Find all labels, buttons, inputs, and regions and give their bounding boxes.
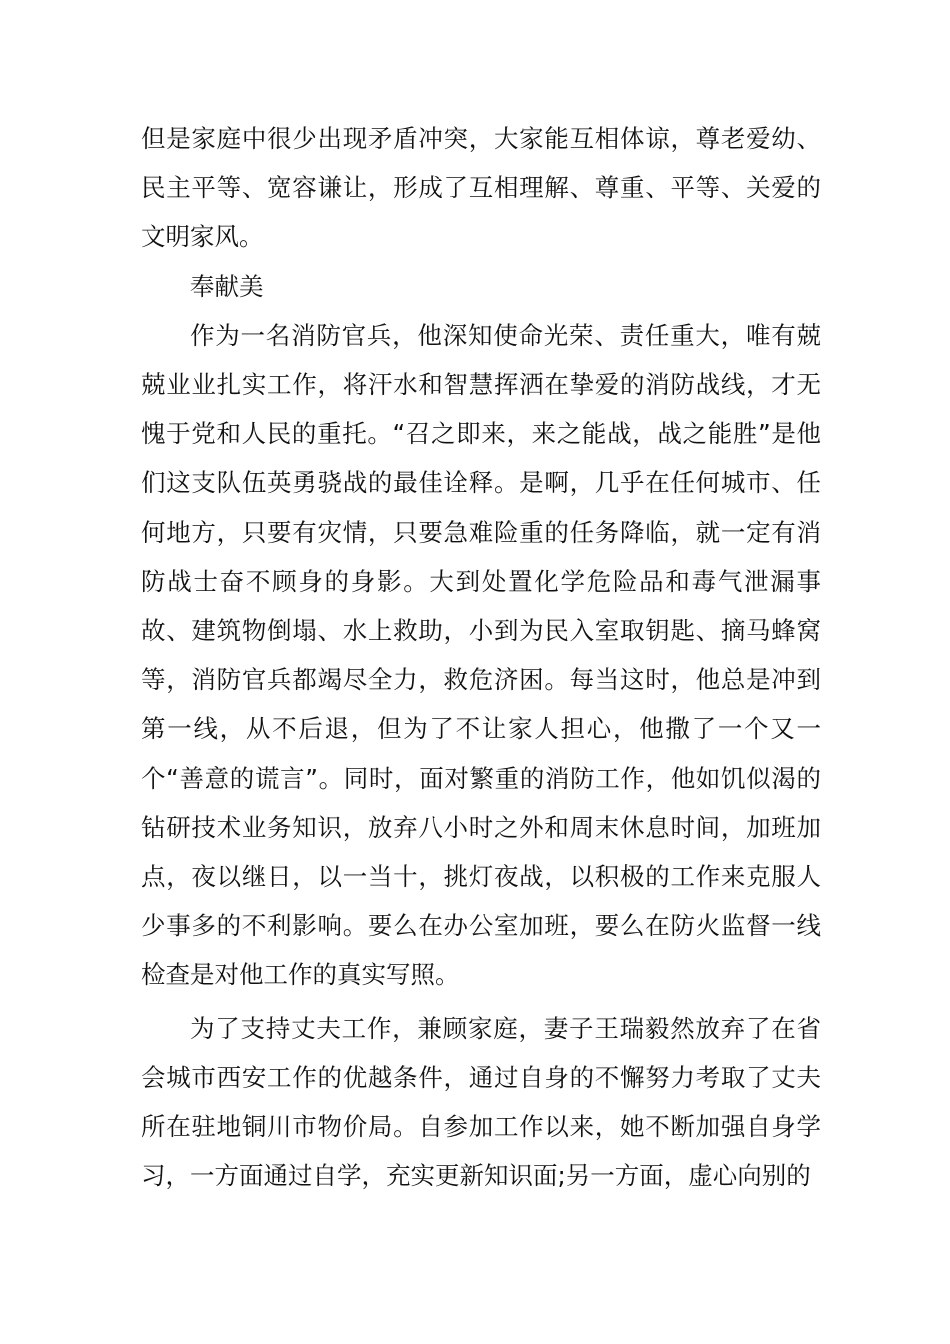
document-body <box>141 114 821 1200</box>
paragraph-family-harmony: 但是家庭中很少出现矛盾冲突，大家能互相体谅，尊老爱幼、民主平等、宽容谦让，形成了互相理解、尊重、平等、关爱的文明家风。 <box>141 124 821 252</box>
paragraph-wife-support: 为了支持丈夫工作，兼顾家庭，妻子王瑞毅然放弃了在省会城市西安工作的优越条件，通过自身的不懈努力考取了丈夫所在驻地铜川市物价局。自参加工作以来，她不断加强自身学习，一方面通过自学，充实更新知识面;另一方面，虚心向别的 <box>141 1013 821 1191</box>
paragraph-firefighter-duty: 作为一名消防官兵，他深知使命光荣、责任重大，唯有兢兢业业扎实工作，将汗水和智慧挥洒在挚爱的消防战线，才无愧于党和人民的重托。“召之即来，来之能战，战之能胜”是他们这支队伍英勇骁战的最佳诠释。是啊，几乎在任何城市、任何地方，只要有灾情，只要急难险重的任务降临，就一定有消防战士奋不顾身的身影。大到处置化学危险品和毒气泄漏事故、建筑物倒塌、水上救助，小到为民入室取钥匙、摘马蜂窝等，消防官兵都竭尽全力，救危济困。每当这时，他总是冲到第一线，从不后退，但为了不让家人担心，他撒了一个又一个“善意的谎言”。同时，面对繁重的消防工作，他如饥似渴的钻研技术业务知识，放弃八小时之外和周末休息时间，加班加点，夜以继日，以一当十，挑灯夜战，以积极的工作来克服人少事多的不利影响。要么在办公室加班，要么在防火监督一线检查是对他工作的真实写照。 <box>141 320 821 990</box>
section-heading-dedication: 奉献美 <box>190 271 264 301</box>
